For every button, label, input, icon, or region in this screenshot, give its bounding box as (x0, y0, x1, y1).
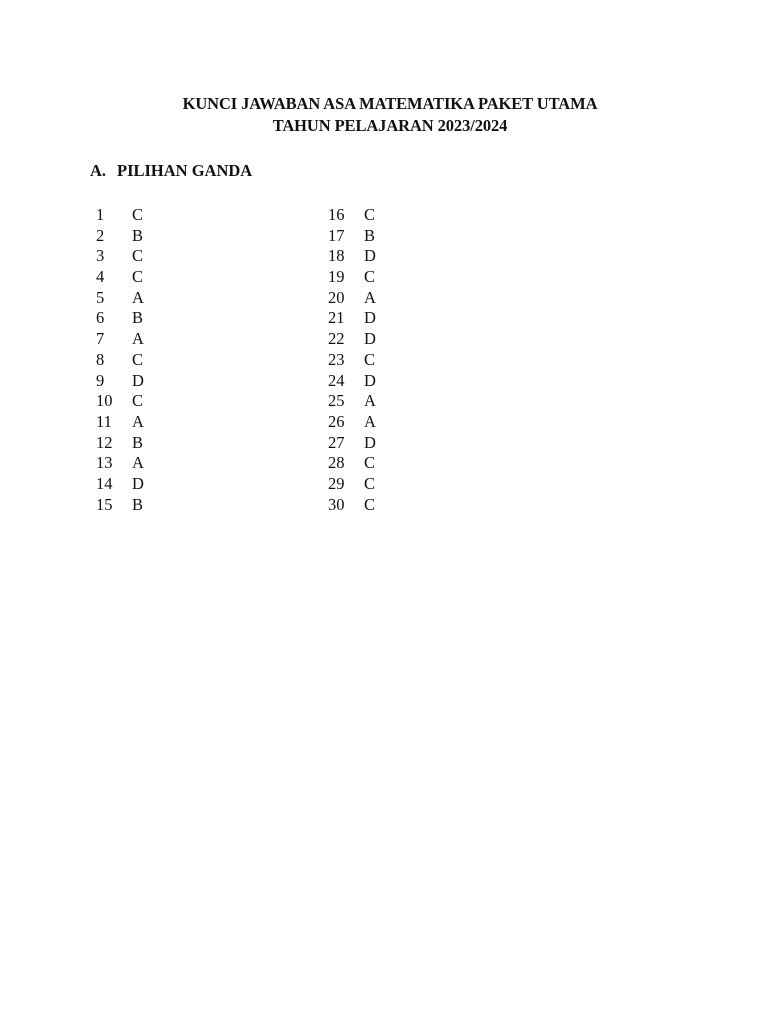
answer-letter: D (364, 329, 376, 349)
title-line-2: TAHUN PELAJARAN 2023/2024 (272, 116, 508, 135)
answer-row (328, 391, 384, 412)
answer-row (328, 350, 384, 371)
answer-row (96, 267, 152, 288)
question-number: 10 (96, 391, 113, 411)
answer-letter: D (364, 432, 376, 452)
section-letter: A. (90, 161, 107, 180)
question-number: 14 (96, 473, 113, 493)
answer-row (328, 288, 384, 309)
question-number: 5 (96, 287, 105, 307)
question-number: 16 (328, 205, 345, 224)
answer-letter: A (132, 453, 144, 473)
answer-letter: C (364, 453, 376, 473)
question-number: 15 (96, 494, 113, 514)
answer-letter: C (364, 473, 376, 493)
answer-row (96, 246, 152, 267)
section-heading (90, 161, 252, 181)
answer-row (96, 288, 152, 309)
question-number: 29 (328, 473, 345, 493)
question-number: 4 (96, 267, 105, 287)
answer-row (96, 308, 152, 329)
question-number: 23 (328, 349, 345, 369)
answer-row (328, 474, 384, 495)
question-number: 3 (96, 246, 105, 266)
question-number: 22 (328, 329, 345, 349)
question-number: 21 (328, 308, 345, 328)
question-number: 7 (96, 329, 105, 349)
question-number: 27 (328, 432, 345, 452)
answer-row (328, 226, 384, 247)
answer-row (328, 205, 384, 226)
answer-row (96, 329, 152, 350)
answer-letter: C (132, 391, 144, 411)
answer-row (96, 391, 152, 412)
answer-letter: A (132, 411, 144, 431)
question-number: 25 (328, 391, 345, 411)
answer-letter: D (132, 370, 144, 390)
answer-letter: B (364, 225, 376, 245)
answer-letter: C (364, 494, 376, 514)
answer-row (328, 433, 384, 454)
answer-row (96, 453, 152, 474)
answer-letter: C (364, 267, 376, 287)
answer-letter: A (132, 287, 144, 307)
answer-letter: C (364, 205, 376, 224)
answer-row (328, 267, 384, 288)
answer-letter: A (364, 391, 376, 411)
question-number: 2 (96, 225, 105, 245)
section-title: PILIHAN GANDA (117, 161, 253, 180)
answer-column-right (328, 205, 384, 515)
question-number: 9 (96, 370, 105, 390)
answer-letter: C (132, 267, 144, 287)
answer-row (96, 474, 152, 495)
answer-letter: A (364, 287, 376, 307)
answer-letter: C (132, 205, 144, 224)
answer-row (328, 246, 384, 267)
answer-letter: D (364, 246, 376, 266)
answer-letter: C (364, 349, 376, 369)
question-number: 19 (328, 267, 345, 287)
answer-row (96, 495, 152, 516)
answer-row (96, 433, 152, 454)
question-number: 8 (96, 349, 105, 369)
answer-row (328, 495, 384, 516)
question-number: 26 (328, 411, 345, 431)
answer-row (96, 226, 152, 247)
question-number: 24 (328, 370, 345, 390)
question-number: 18 (328, 246, 345, 266)
question-number: 28 (328, 453, 345, 473)
question-number: 6 (96, 308, 105, 328)
question-number: 1 (96, 205, 105, 224)
title-line-1: KUNCI JAWABAN ASA MATEMATIKA PAKET UTAMA (182, 94, 598, 113)
answer-letter: B (132, 494, 144, 514)
answer-letter: B (132, 308, 144, 328)
answer-row (328, 371, 384, 392)
answer-column-left (96, 205, 152, 515)
answer-letter: B (132, 225, 144, 245)
answer-row (96, 350, 152, 371)
answer-letter: D (132, 473, 144, 493)
question-number: 17 (328, 225, 345, 245)
question-number: 30 (328, 494, 345, 514)
answer-letter: C (132, 246, 144, 266)
answer-row (96, 205, 152, 226)
answer-row (328, 412, 384, 433)
answer-row (328, 453, 384, 474)
answer-letter: A (132, 329, 144, 349)
question-number: 11 (96, 411, 112, 431)
answer-letter: C (132, 349, 144, 369)
answer-row (96, 412, 152, 433)
question-number: 13 (96, 453, 113, 473)
question-number: 12 (96, 432, 113, 452)
answer-letter: D (364, 370, 376, 390)
answer-row (96, 371, 152, 392)
answer-letter: A (364, 411, 376, 431)
answer-row (328, 329, 384, 350)
answer-letter: D (364, 308, 376, 328)
question-number: 20 (328, 287, 345, 307)
answer-letter: B (132, 432, 144, 452)
document-title (0, 93, 768, 137)
answer-row (328, 308, 384, 329)
